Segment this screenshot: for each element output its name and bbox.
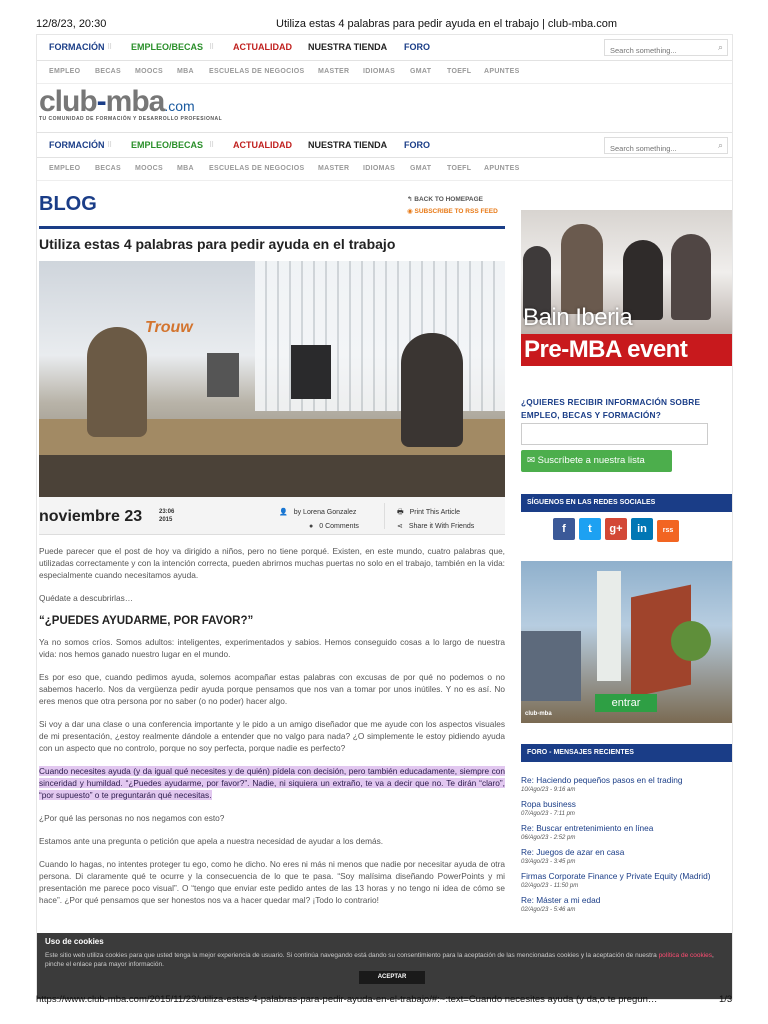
- user-icon: 👤: [279, 509, 288, 516]
- forum-post-title[interactable]: Re: Máster a mi edad: [521, 895, 601, 905]
- article-paragraph: Si voy a dar una clase o una conferencia importante y le pido a un amigo diseñador que me ayude con los aspectos visuales de mi presentación, ¿estoy realmente dándole a entender que no valgo para nada? ¿O simplemente le estoy pidiendo ayuda con un aspecto que no controlo, porque no soy perfecta, porque nadie es perfecto?: [39, 719, 505, 753]
- ad-subheadline: Pre-MBA event: [521, 334, 732, 366]
- forum-post-title[interactable]: Firmas Corporate Finance y Private Equity (Madrid): [521, 871, 711, 881]
- nav-actualidad[interactable]: ACTUALIDAD: [233, 42, 292, 52]
- search-input[interactable]: [605, 141, 709, 156]
- share-icon: ⋖: [397, 523, 403, 530]
- subnav-toefl[interactable]: TOEFL: [447, 68, 472, 75]
- print-url: https://www.club-mba.com/2015/11/23/utiliza-estas-4-palabras-para-pedir-ayuda-en-el-trabajo/#:~:text=Cuando necesites ayuda (y da,o te pregun…: [36, 994, 658, 1005]
- article-paragraph: Estamos ante una pregunta o petición que apela a nuestra necesidad de ayudar a los demás.: [39, 836, 384, 846]
- article-subheading: “¿PUEDES AYUDARME, POR FAVOR?”: [39, 615, 254, 627]
- ad-headline: Bain Iberia: [523, 304, 633, 331]
- nav-actualidad[interactable]: ACTUALIDAD: [233, 140, 292, 150]
- newsletter-email-input[interactable]: [521, 423, 708, 445]
- photo-monitor: [207, 353, 239, 397]
- forum-post-title[interactable]: Re: Juegos de azar en casa: [521, 847, 625, 857]
- nav-dot-icon: ⠿: [209, 142, 215, 149]
- forum-post-date: 03/Ago/23 - 3:45 pm: [521, 859, 576, 865]
- article-paragraph: Ya no somos críos. Somos adultos: inteligentes, experimentados y sabios. Hemos conseguido cosas a lo largo de nuestra vida: nos hemos ganado nuestro lugar en el mundo.: [39, 637, 505, 659]
- article-actions: [397, 506, 474, 534]
- rss-icon: ◉: [407, 208, 415, 215]
- comment-icon: ●: [309, 523, 314, 530]
- article-date: noviembre 23: [39, 508, 143, 525]
- subnav-idiomas[interactable]: IDIOMAS: [363, 68, 396, 75]
- linkedin-icon[interactable]: in: [631, 518, 653, 540]
- article-time: [159, 508, 174, 524]
- subnav-escuelas[interactable]: ESCUELAS DE NEGOCIOS: [209, 68, 305, 75]
- ad-person: [561, 224, 603, 314]
- nav-foro[interactable]: FORO: [404, 42, 430, 52]
- subnav-idiomas[interactable]: IDIOMAS: [363, 165, 396, 172]
- ad-enter-button[interactable]: entrar: [595, 694, 657, 712]
- bain-ad-banner[interactable]: [521, 210, 732, 366]
- back-link-label: BACK TO HOMEPAGE: [414, 196, 484, 203]
- forum-post: [521, 775, 732, 795]
- forum-post: [521, 895, 732, 915]
- google-plus-icon[interactable]: g+: [605, 518, 627, 540]
- cookie-banner: [37, 933, 733, 1000]
- club-mba-ad-banner[interactable]: [521, 561, 732, 723]
- ad-tower: [597, 571, 621, 681]
- main-nav-top: [37, 35, 732, 61]
- facebook-icon[interactable]: f: [553, 518, 575, 540]
- logo-com: .com: [164, 98, 195, 114]
- photo-person: [87, 327, 147, 437]
- cookie-title: Uso de cookies: [45, 937, 104, 946]
- print-page-number: 1/3: [719, 994, 733, 1005]
- print-label: Print This Article: [409, 509, 461, 516]
- cookie-text: Este sitio web utiliza cookies para que usted tenga la mejor experiencia de usuario. Si continúa navegando está dando su consentimiento para la aceptación de las mencionadas cookies y la aceptación de nuestra: [45, 952, 659, 959]
- photo-sign: Trouw: [145, 319, 193, 336]
- forum-post-date: 02/Ago/23 - 11:50 pm: [521, 883, 579, 889]
- site-logo[interactable]: [39, 85, 222, 122]
- forum-post-title[interactable]: Re: Haciendo pequeños pasos en el trading: [521, 775, 683, 785]
- article-paragraph: Es por eso que, cuando pedimos ayuda, solemos acompañar estas palabras con excusas de por qué no podemos o no sabemos hacerlo. Nos da vergüenza pedir ayuda porque pensamos que nos van a tomar por unos inútiles. Y no es así. No eres menos que otra persona por no saber (o no poder) hacer algo.: [39, 672, 505, 706]
- photo-floor: [39, 455, 505, 497]
- subnav-empleo[interactable]: EMPLEO: [49, 165, 81, 172]
- forum-post: [521, 871, 732, 891]
- rss-social-icon[interactable]: rss: [657, 520, 679, 542]
- logo-mba: mba: [105, 85, 165, 118]
- search-box: [604, 137, 728, 154]
- photo-person: [401, 333, 463, 447]
- subnav-apuntes[interactable]: APUNTES: [484, 165, 520, 172]
- subnav-becas[interactable]: BECAS: [95, 68, 122, 75]
- print-title: Utiliza estas 4 palabras para pedir ayuda en el trabajo | club-mba.com: [276, 18, 617, 30]
- blog-heading: BLOG: [39, 193, 97, 215]
- print-article-link[interactable]: [397, 506, 474, 520]
- nav-dot-icon: ⠿: [107, 44, 113, 51]
- forum-posts-list: [521, 775, 732, 919]
- main-nav: [37, 132, 732, 158]
- search-input[interactable]: [605, 43, 709, 58]
- nav-tienda[interactable]: NUESTRA TIENDA: [308, 140, 388, 150]
- highlighted-text: Cuando necesites ayuda (y da igual qué necesites y de quién) pídela con decisión, pero también educadamente, siempre con sinceridad y humildad. “¿Puedes ayudarme, por favor?”. Nadie, ni siquiera un extraño, te va a decir que no. Te dirán “claro”, “por supuesto” o te preguntarán qué necesitas.: [39, 766, 505, 800]
- share-article-link[interactable]: [397, 520, 474, 534]
- subnav-becas[interactable]: BECAS: [95, 165, 122, 172]
- sub-nav-top: [37, 62, 732, 84]
- comments-count: 0 Comments: [319, 523, 359, 530]
- logo-hyphen: -: [96, 85, 106, 118]
- subnav-mba[interactable]: MBA: [177, 165, 194, 172]
- cookie-text: , pinche el enlace para mayor información.: [45, 952, 714, 968]
- forum-post-date: 02/Ago/23 - 5:46 am: [521, 907, 576, 913]
- nav-dot-icon: ⠿: [107, 142, 113, 149]
- ad-brand: club-mba: [525, 711, 552, 717]
- logo-club: club: [39, 85, 97, 118]
- subnav-master[interactable]: MASTER: [318, 165, 350, 172]
- search-box: [604, 39, 728, 56]
- forum-post: [521, 847, 732, 867]
- subnav-mba[interactable]: MBA: [177, 68, 194, 75]
- cookie-message: [45, 952, 730, 969]
- nav-empleo-becas[interactable]: EMPLEO/BECAS: [131, 42, 204, 52]
- back-arrow-icon: ↰: [407, 196, 415, 203]
- forum-post-title[interactable]: Ropa business: [521, 799, 576, 809]
- share-label: Share it With Friends: [408, 523, 475, 530]
- forum-heading: FORO - MENSAJES RECIENTES: [521, 744, 732, 762]
- print-datetime: 12/8/23, 20:30: [36, 18, 107, 30]
- article-body: [39, 545, 505, 917]
- forum-post-date: 07/Ago/23 - 7:11 pm: [521, 811, 575, 817]
- logo-tagline: TU COMUNIDAD DE FORMACIÓN Y DESARROLLO PROFESIONAL: [39, 116, 223, 122]
- rss-link-label: SUBSCRIBE TO RSS FEED: [414, 208, 498, 215]
- author-name: by Lorena Gonzalez: [293, 509, 357, 516]
- article-paragraph: Cuando lo hagas, no intentes proteger tu ego, como he dicho. No eres ni más ni menos que nadie por necesitar ayuda de otra persona. Di claramente qué te ocurre y la consecuencia de lo que te pasa. “Soy malísima diseñando PowerPoints y mi presentación me parece poco visual”. O “tengo que enviar este pedido antes de las 13 horas y no tengo ni idea de cómo se hace”. ¿Por qué pensamos que ser honestos nos va a hacer quedar mal? ¡Todo lo contrario!: [39, 859, 505, 905]
- forum-post-date: 10/Ago/23 - 9:16 am: [521, 787, 576, 793]
- article-year: 2015: [159, 517, 173, 523]
- rss-feed-link[interactable]: [407, 207, 498, 215]
- search-icon[interactable]: ⌕: [717, 140, 723, 150]
- subnav-escuelas[interactable]: ESCUELAS DE NEGOCIOS: [209, 165, 305, 172]
- social-icons: [553, 518, 683, 542]
- article-meta: [39, 497, 505, 535]
- subnav-gmat[interactable]: GMAT: [410, 165, 432, 172]
- subscribe-label: Suscríbete a nuestra lista: [537, 455, 645, 466]
- subnav-moocs[interactable]: MOOCS: [135, 165, 163, 172]
- article-paragraph: Puede parecer que el post de hoy va dirigido a niños, pero no tiene porqué. Existen, en este mundo, cuatro palabras que, utilizadas correctamente y con la intención correcta, pueden abrirnos muchas puertas no solo en el trabajo, también en la vida: especialmente cuando necesitamos ayuda.: [39, 546, 505, 580]
- print-icon: 🖶: [397, 509, 404, 516]
- print-footer: [0, 994, 768, 1024]
- back-to-homepage-link[interactable]: [407, 195, 498, 203]
- comments-link[interactable]: [279, 520, 359, 534]
- subnav-moocs[interactable]: MOOCS: [135, 68, 163, 75]
- nav-foro[interactable]: FORO: [404, 140, 430, 150]
- article-paragraph: Quédate a descubrirlas…: [39, 593, 134, 603]
- sub-nav: [37, 159, 732, 181]
- mail-icon: ✉: [527, 455, 538, 466]
- blog-links: [407, 195, 498, 219]
- article-title: Utiliza estas 4 palabras para pedir ayuda en el trabajo: [39, 236, 396, 252]
- blog-divider: [39, 226, 505, 229]
- forum-post-title[interactable]: Re: Buscar entretenimiento en línea: [521, 823, 654, 833]
- nav-formacion[interactable]: FORMACIÓN: [49, 42, 105, 52]
- subnav-master[interactable]: MASTER: [318, 68, 350, 75]
- ad-building: [521, 631, 581, 701]
- article-highlighted-paragraph: [39, 765, 505, 801]
- web-page: [36, 34, 733, 1000]
- article-hour: 23:06: [159, 509, 175, 515]
- nav-empleo-becas[interactable]: EMPLEO/BECAS: [131, 140, 204, 150]
- forum-post: [521, 823, 732, 843]
- nav-formacion[interactable]: FORMACIÓN: [49, 140, 105, 150]
- nav-tienda[interactable]: NUESTRA TIENDA: [308, 42, 388, 52]
- twitter-icon[interactable]: t: [579, 518, 601, 540]
- subnav-apuntes[interactable]: APUNTES: [484, 68, 520, 75]
- cookie-accept-button[interactable]: ACEPTAR: [359, 971, 425, 984]
- article-photo: [39, 261, 505, 497]
- meta-divider: [384, 503, 385, 529]
- search-icon[interactable]: ⌕: [717, 42, 723, 52]
- social-heading: SÍGUENOS EN LAS REDES SOCIALES: [521, 494, 732, 512]
- forum-post: [521, 799, 732, 819]
- author-block: [279, 506, 359, 534]
- photo-monitor: [291, 345, 331, 399]
- ad-person: [671, 234, 711, 320]
- forum-post-date: 06/Ago/23 - 2:52 pm: [521, 835, 576, 841]
- newsletter-subscribe-button[interactable]: [521, 450, 672, 472]
- author-link[interactable]: [279, 506, 359, 520]
- cookie-policy-link[interactable]: política de cookies: [658, 952, 713, 959]
- ad-tree: [671, 621, 711, 661]
- article-paragraph: ¿Por qué las personas no nos negamos con esto?: [39, 813, 225, 823]
- nav-dot-icon: ⠿: [209, 44, 215, 51]
- subnav-gmat[interactable]: GMAT: [410, 68, 432, 75]
- subnav-empleo[interactable]: EMPLEO: [49, 68, 81, 75]
- newsletter-question: ¿QUIERES RECIBIR INFORMACIÓN SOBRE EMPLEO, BECAS Y FORMACIÓN?: [521, 397, 701, 420]
- subnav-toefl[interactable]: TOEFL: [447, 165, 472, 172]
